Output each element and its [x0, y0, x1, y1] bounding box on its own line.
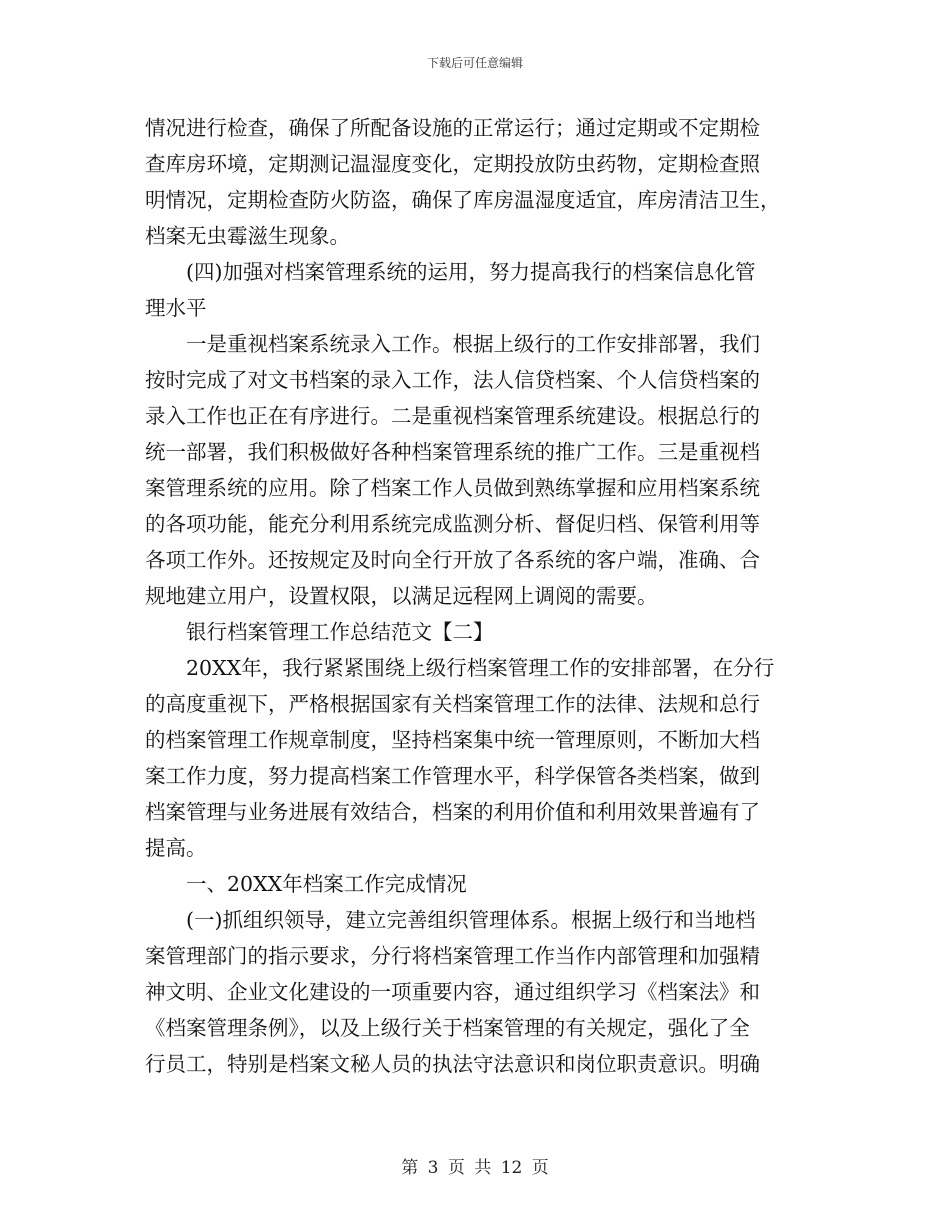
body-line: 档案管理与业务进展有效结合，档案的利用价值和利用效果普遍有了: [145, 800, 760, 824]
body-line: 情况进行检查，确保了所配备设施的正常运行；通过定期或不定期检: [145, 116, 760, 140]
body-line: 案管理部门的指示要求，分行将档案管理工作当作内部管理和加强精: [145, 944, 760, 968]
body-line: 规地建立用户，设置权限，以满足远程网上调阅的需要。: [145, 584, 658, 608]
body-line: 查库房环境，定期测记温湿度变化，定期投放防虫药物，定期检查照: [145, 152, 760, 176]
body-line: 《档案管理条例》，以及上级行关于档案管理的有关规定，强化了全: [145, 1016, 750, 1040]
page-number: 第 3 页 共 12 页: [401, 1158, 549, 1178]
body-line: (一)抓组织领导，建立完善组织管理体系。根据上级行和当地档: [145, 908, 756, 932]
body-line: 各项工作外。还按规定及时向全行开放了各系统的客户端，准确、合: [145, 548, 760, 572]
body-line: 的档案管理工作规章制度，坚持档案集中统一管理原则，不断加大档: [145, 728, 760, 752]
section-heading: (四)加强对档案管理系统的运用，努力提高我行的档案信息化管: [145, 260, 756, 284]
body-line: 20XX年，我行紧紧围绕上级行档案管理工作的安排部署，在分行: [145, 656, 775, 680]
body-line: 神文明、企业文化建设的一项重要内容，通过组织学习《档案法》和: [145, 980, 760, 1004]
body-line: 理水平: [145, 296, 207, 320]
body-line: 明情况，定期检查防火防盗，确保了库房温湿度适宜，库房清洁卫生，: [145, 188, 781, 212]
document-body: [145, 110, 805, 1082]
page-header: 下载后可任意编辑: [426, 56, 523, 70]
body-line: 按时完成了对文书档案的录入工作，法人信贷档案、个人信贷档案的: [145, 368, 760, 392]
body-line: 提高。: [145, 836, 207, 860]
body-line: 一是重视档案系统录入工作。根据上级行的工作安排部署，我们: [145, 332, 760, 356]
body-line: 档案无虫霉滋生现象。: [145, 224, 350, 248]
body-line: 录入工作也正在有序进行。二是重视档案管理系统建设。根据总行的: [145, 404, 760, 428]
section-heading: 一、20XX年档案工作完成情况: [145, 872, 467, 896]
body-line: 案管理系统的应用。除了档案工作人员做到熟练掌握和应用档案系统: [145, 476, 760, 500]
section-title: 银行档案管理工作总结范文【二】: [145, 620, 494, 644]
body-line: 的各项功能，能充分利用系统完成监测分析、督促归档、保管利用等: [145, 512, 760, 536]
body-line: 的高度重视下，严格根据国家有关档案管理工作的法律、法规和总行: [145, 692, 760, 716]
body-line: 行员工，特别是档案文秘人员的执法守法意识和岗位职责意识。明确: [145, 1052, 760, 1076]
body-line: 案工作力度，努力提高档案工作管理水平，科学保管各类档案，做到: [145, 764, 760, 788]
body-line: 统一部署，我们积极做好各种档案管理系统的推广工作。三是重视档: [145, 440, 760, 464]
